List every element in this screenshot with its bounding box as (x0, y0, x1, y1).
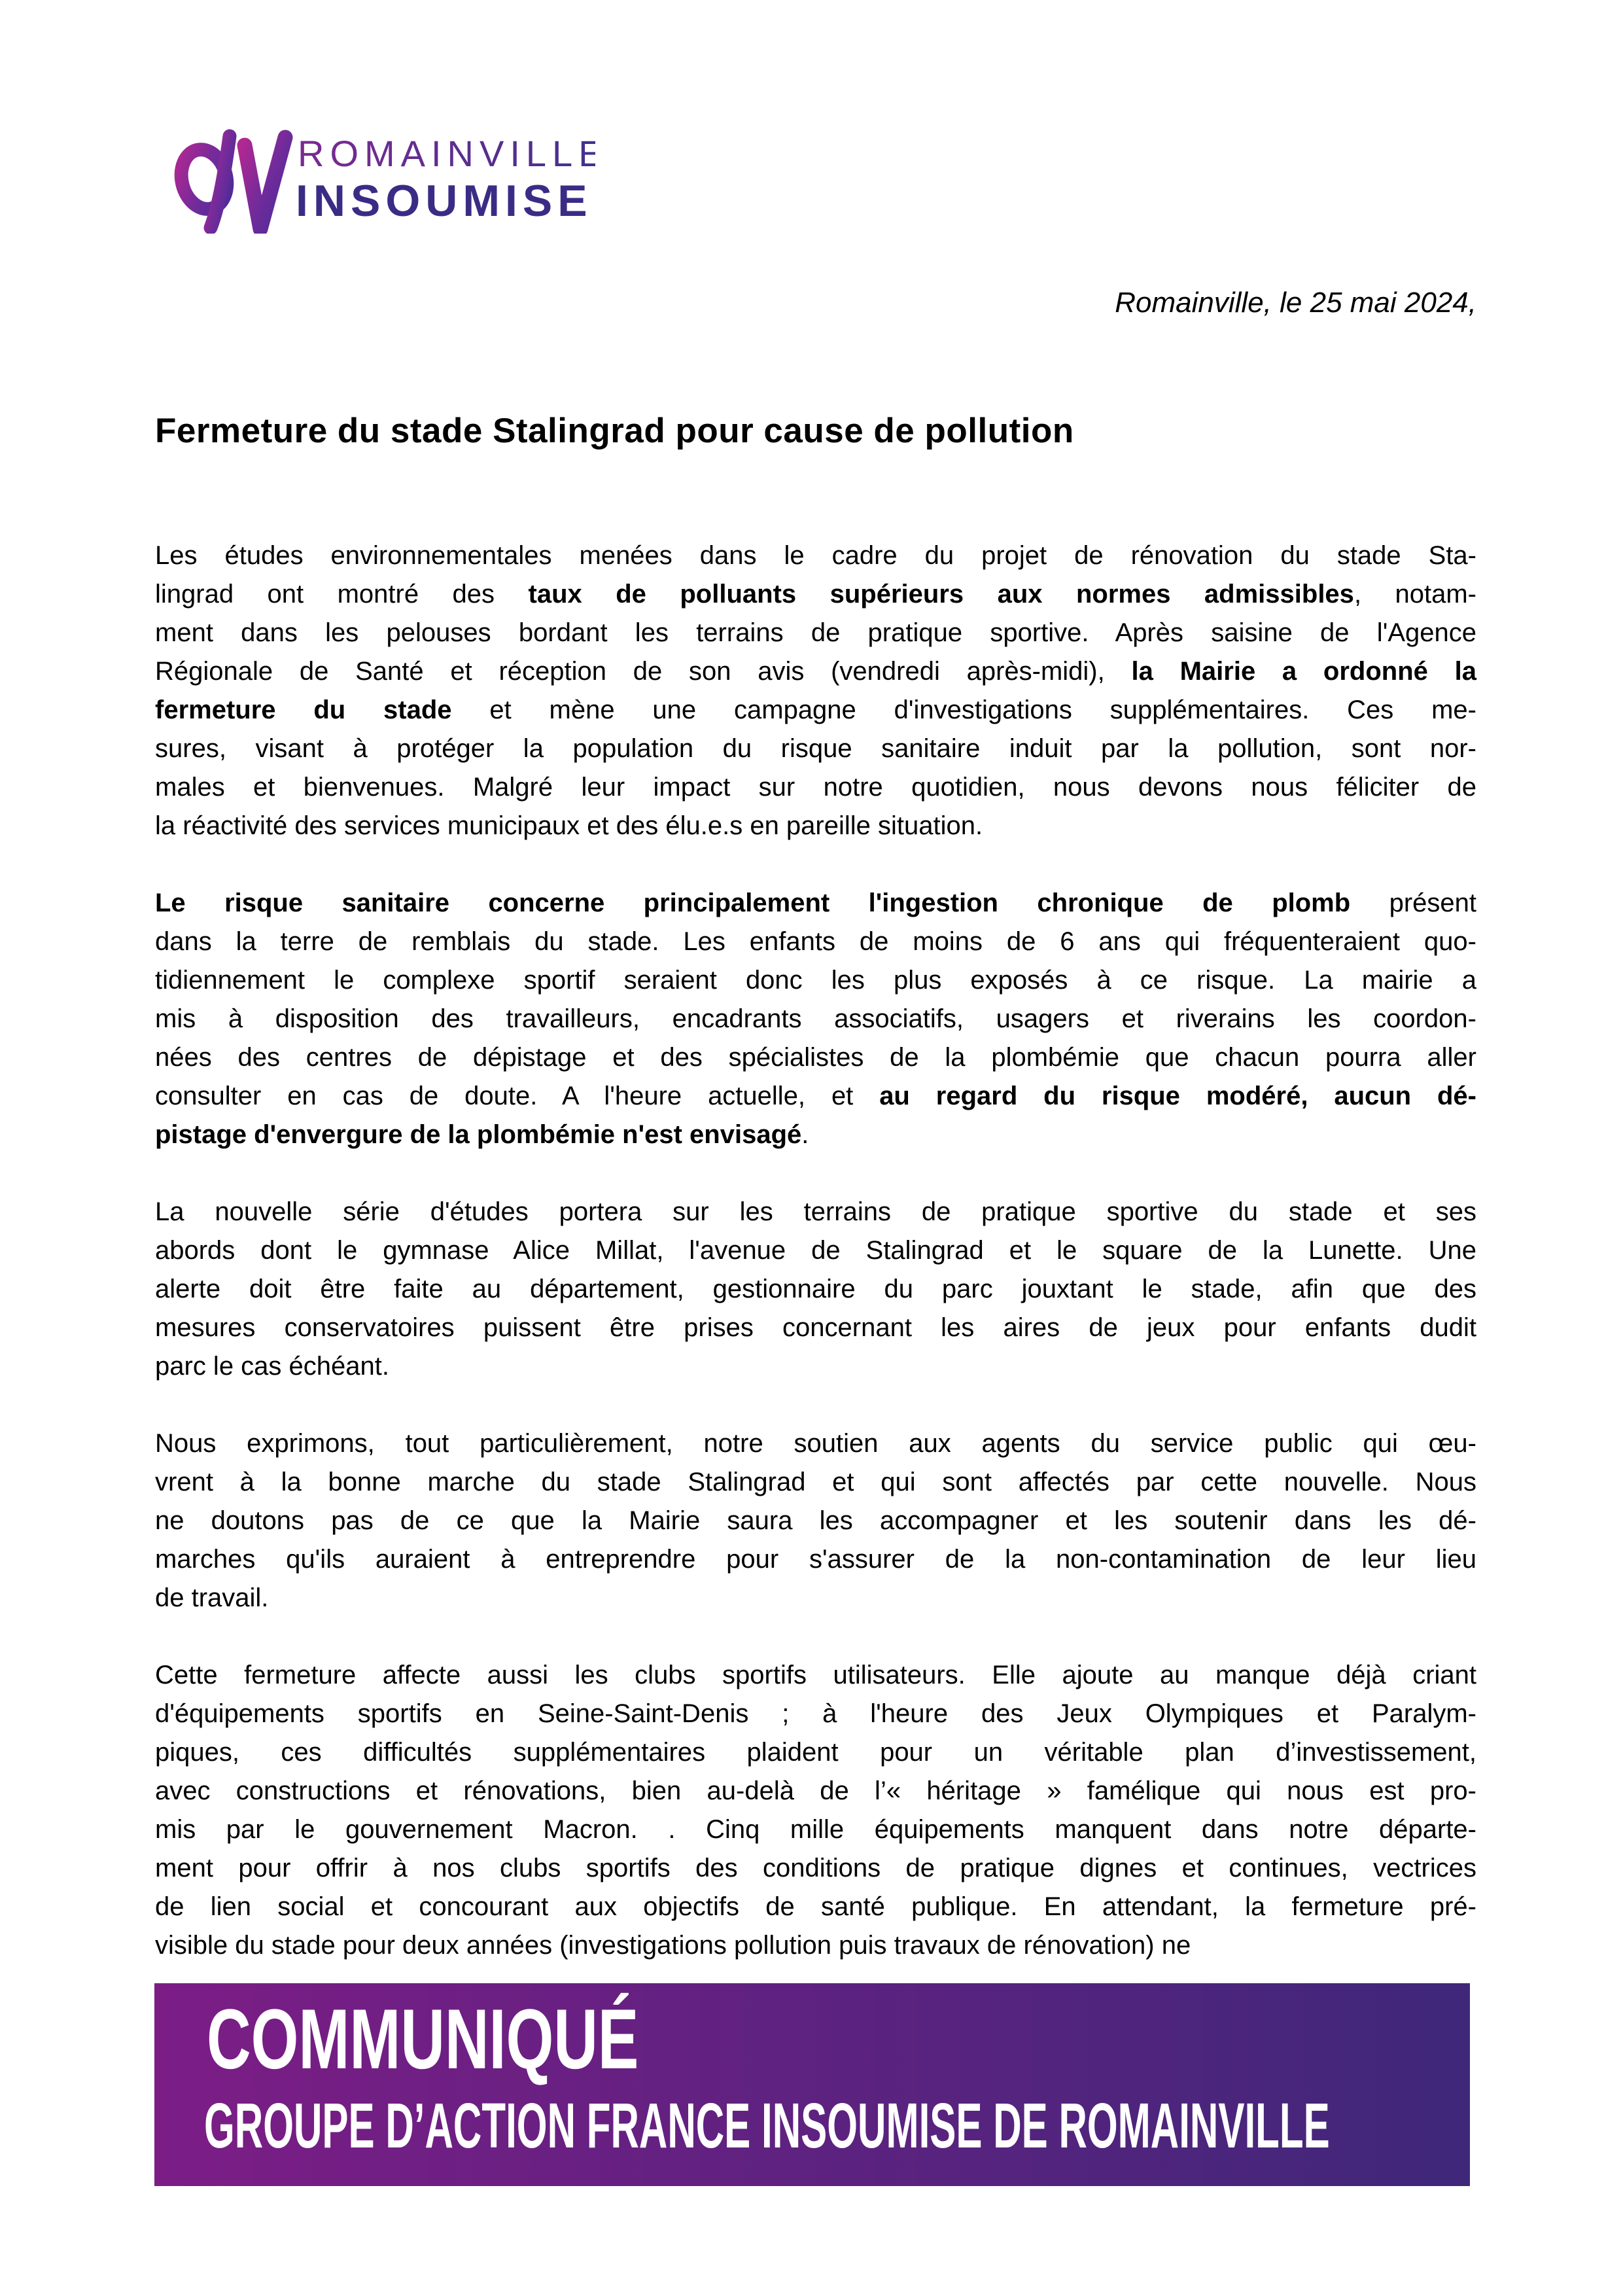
text-segment: et mène une campagne d'investigations supplémentaires. Ces me- (451, 696, 1476, 724)
logo-wordmark-line2: INSOUMISE (296, 176, 593, 226)
text-segment: marches qu'ils auraient à entreprendre pour s'assurer de la non-contamination de leur lieu (155, 1545, 1476, 1574)
text-line (155, 1231, 1476, 1270)
text-line (155, 961, 1476, 1000)
text-line (155, 1502, 1476, 1540)
page-title: Fermeture du stade Stalingrad pour cause de pollution (155, 412, 1074, 450)
text-line (155, 1926, 1476, 1965)
text-line (155, 1347, 1476, 1386)
text-line (155, 1038, 1476, 1077)
text-segment: de lien social et concourant aux objectifs de santé publique. En attendant, la fermeture pré- (155, 1892, 1476, 1921)
text-line (155, 614, 1476, 652)
dateline: Romainville, le 25 mai 2024, (1115, 287, 1476, 319)
text-segment: ne doutons pas de ce que la Mairie saura les accompagner et les soutenir dans les dé- (155, 1506, 1476, 1535)
text-line (155, 1888, 1476, 1926)
romainville-insoumise-logo (164, 119, 595, 234)
text-segment: mesures conservatoires puissent être prises concernant les aires de jeux pour enfants dudit (155, 1313, 1476, 1342)
body-paragraph (155, 537, 1476, 845)
body-paragraph (155, 884, 1476, 1154)
text-segment: Cette fermeture affecte aussi les clubs sportifs utilisateurs. Elle ajoute au manque déjà criant (155, 1661, 1476, 1689)
text-line (155, 1424, 1476, 1463)
text-line (155, 537, 1476, 575)
text-line (155, 923, 1476, 961)
text-segment: consulter en cas de doute. A l'heure actuelle, et (155, 1082, 880, 1110)
text-line (155, 652, 1476, 691)
bold-text-segment: pistage d'envergure de la plombémie n'est envisagé (155, 1120, 802, 1149)
bold-text-segment: fermeture du stade (155, 696, 452, 724)
communique-banner (154, 1983, 1470, 2186)
text-line (155, 1116, 1476, 1154)
text-segment: , notam- (1353, 580, 1477, 609)
text-segment: nées des centres de dépistage et des spécialistes de la plombémie que chacun pourra aller (155, 1043, 1476, 1072)
banner-subtitle: GROUPE D’ACTION FRANCE INSOUMISE DE ROMAINVILLE (204, 2090, 1330, 2161)
text-segment: tidiennement le complexe sportif seraient donc les plus exposés à ce risque. La mairie a (155, 966, 1476, 995)
text-segment: ment dans les pelouses bordant les terrains de pratique sportive. Après saisine de l'Agence (155, 618, 1476, 647)
text-line (155, 1733, 1476, 1772)
text-segment: mis à disposition des travailleurs, encadrants associatifs, usagers et riverains les coordon- (155, 1004, 1476, 1033)
text-line (155, 1270, 1476, 1309)
document-body (155, 537, 1476, 1965)
text-line (155, 1656, 1476, 1695)
text-line (155, 1077, 1476, 1116)
logo-wordmark-line1: ROMAINVILLE (298, 133, 595, 174)
text-line (155, 768, 1476, 807)
text-line (155, 884, 1476, 923)
text-line (155, 1579, 1476, 1617)
text-segment: de travail. (155, 1583, 269, 1612)
bold-text-segment: taux de polluants supérieurs aux normes admissibles (528, 580, 1354, 609)
logo-monogram-icon (164, 119, 595, 234)
text-segment: dans la terre de remblais du stade. Les enfants de moins de 6 ans qui fréquenteraient quo- (155, 927, 1476, 956)
text-segment: . (801, 1120, 809, 1149)
text-line (155, 1000, 1476, 1038)
text-segment: visible du stade pour deux années (investigations pollution puis travaux de rénovation) ne (155, 1931, 1191, 1960)
bold-text-segment: Le risque sanitaire concerne principalement l'ingestion chronique de plomb (155, 889, 1351, 917)
text-segment: Les études environnementales menées dans le cadre du projet de rénovation du stade Sta- (155, 541, 1476, 570)
text-segment: abords dont le gymnase Alice Millat, l'avenue de Stalingrad et le square de la Lunette. Une (155, 1236, 1476, 1265)
text-segment: Nous exprimons, tout particulièrement, notre soutien aux agents du service public qui œu- (155, 1429, 1476, 1458)
text-segment: alerte doit être faite au département, gestionnaire du parc jouxtant le stade, afin que des (155, 1275, 1476, 1303)
text-line (155, 1810, 1476, 1849)
text-line (155, 1309, 1476, 1347)
text-segment: présent (1350, 889, 1477, 917)
body-paragraph (155, 1193, 1476, 1386)
text-line (155, 1463, 1476, 1502)
text-segment: lingrad ont montré des (155, 580, 529, 609)
text-line (155, 730, 1476, 768)
text-line (155, 1849, 1476, 1888)
text-segment: La nouvelle série d'études portera sur les terrains de pratique sportive du stade et ses (155, 1197, 1476, 1226)
text-line (155, 1540, 1476, 1579)
text-line (155, 575, 1476, 614)
text-segment: la réactivité des services municipaux et des élu.e.s en pareille situation. (155, 811, 983, 840)
text-segment: d'équipements sportifs en Seine-Saint-Denis ; à l'heure des Jeux Olympiques et Paralym- (155, 1699, 1476, 1728)
bold-text-segment: au regard du risque modéré, aucun dé- (879, 1082, 1477, 1110)
text-segment: piques, ces difficultés supplémentaires plaident pour un véritable plan d’investissement, (155, 1738, 1476, 1767)
text-segment: ment pour offrir à nos clubs sportifs des conditions de pratique dignes et continues, vectrices (155, 1854, 1476, 1882)
bold-text-segment: la Mairie a ordonné la (1131, 657, 1476, 686)
banner-title: COMMUNIQUÉ (207, 1991, 639, 2087)
text-segment: males et bienvenues. Malgré leur impact sur notre quotidien, nous devons nous féliciter de (155, 773, 1476, 802)
text-segment: Régionale de Santé et réception de son avis (vendredi après-midi), (155, 657, 1132, 686)
text-line (155, 807, 1476, 845)
text-line (155, 1772, 1476, 1810)
text-segment: vrent à la bonne marche du stade Stalingrad et qui sont affectés par cette nouvelle. Nous (155, 1468, 1476, 1496)
text-segment: avec constructions et rénovations, bien au-delà de l’« héritage » famélique qui nous est pro- (155, 1776, 1476, 1805)
body-paragraph (155, 1656, 1476, 1965)
text-line (155, 691, 1476, 730)
body-paragraph (155, 1424, 1476, 1617)
text-segment: sures, visant à protéger la population du risque sanitaire induit par la pollution, sont nor- (155, 734, 1476, 763)
text-line (155, 1695, 1476, 1733)
text-segment: mis par le gouvernement Macron. . Cinq mille équipements manquent dans notre départe- (155, 1815, 1476, 1844)
text-segment: parc le cas échéant. (155, 1352, 389, 1381)
text-line (155, 1193, 1476, 1231)
